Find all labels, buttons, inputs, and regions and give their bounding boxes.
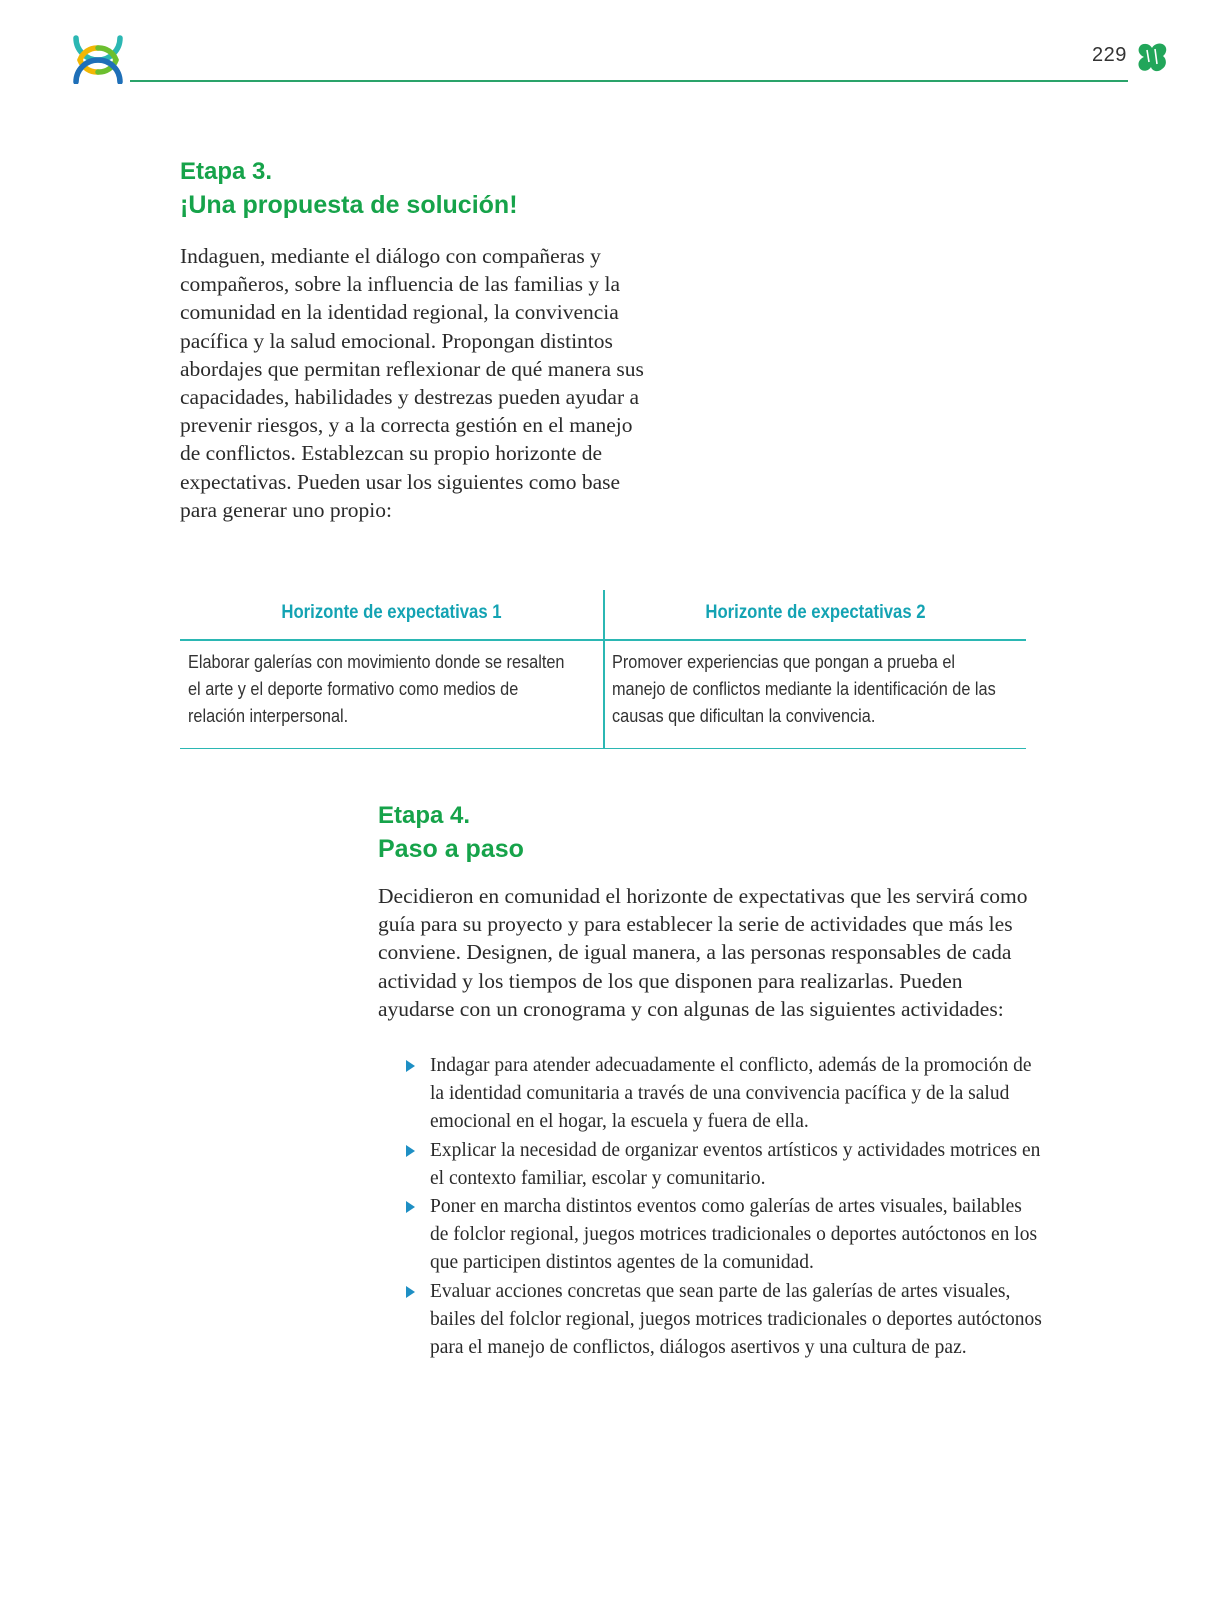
etapa4-paragraph: Decidieron en comunidad el horizonte de expectativas que les servirá como guía para su proyecto y para establecer la serie de actividades que más les conviene. Designen, de igual manera, a las personas responsables de cada actividad y los tiempos de los que disponen para realizarlas. Pueden ayudarse con un cronograma y con algunas de las siguientes actividades:	[378, 884, 1028, 1021]
list-item	[404, 1193, 1044, 1278]
expectation-body-2: Promover experiencias que pongan a prueba el manejo de conflictos mediante la identificación de las causas que dificultan la convivencia.	[612, 651, 996, 726]
etapa4-title: Etapa 4.	[378, 802, 471, 829]
page-number: 229	[1092, 44, 1127, 66]
list-item-text: Evaluar acciones concretas que sean parte de las galerías de artes visuales, bailes del folclor regional, juegos motrices tradicionales o deportes autóctonos para el manejo de conflictos, diálogos asertivos y una cultura de paz.	[430, 1280, 1042, 1359]
triangle-bullet-icon	[406, 1145, 415, 1157]
expectation-column-2	[604, 590, 1027, 748]
expectation-column-1	[180, 590, 603, 748]
expectations-table	[180, 590, 1026, 749]
etapa3-title: Etapa 3.	[180, 158, 273, 185]
etapa3-subtitle: ¡Una propuesta de solución!	[180, 191, 518, 219]
triangle-bullet-icon	[406, 1060, 415, 1072]
list-item-text: Poner en marcha distintos eventos como galerías de artes visuales, bailables de folclor regional, juegos motrices tradicionales o deportes autóctonos en los que participen distintos agentes de la comunidad.	[430, 1196, 1038, 1274]
interlocking-arcs-logo-icon	[70, 34, 126, 84]
triangle-bullet-icon	[406, 1201, 415, 1213]
green-glyph-icon	[1136, 40, 1170, 76]
etapa4-subtitle: Paso a paso	[378, 835, 524, 863]
list-item	[404, 1278, 1044, 1363]
expectation-body-1: Elaborar galerías con movimiento donde se resalten el arte y el deporte formativo como medios de relación interpersonal.	[188, 651, 565, 726]
triangle-bullet-icon	[406, 1286, 415, 1298]
list-item	[404, 1052, 1044, 1137]
list-item-text: Indagar para atender adecuadamente el conflicto, además de la promoción de la identidad comunitaria a través de una convivencia pacífica y de la salud emocional en el hogar, la escuela y fuera de ella.	[430, 1055, 1032, 1133]
list-item-text: Explicar la necesidad de organizar eventos artísticos y actividades motrices en el contexto familiar, escolar y comunitario.	[430, 1139, 1041, 1189]
list-item	[404, 1137, 1044, 1193]
etapa3-heading	[180, 156, 518, 222]
etapa3-paragraph: Indaguen, mediante el diálogo con compañeras y compañeros, sobre la influencia de las familias y la comunidad en la identidad regional, la convivencia pacífica y la salud emocional. Propongan distintos abordajes que permitan reflexionar de qué manera sus capacidades, habilidades y destrezas pueden ayudar a prevenir riesgos, y a la correcta gestión en el manejo de conflictos. Establezcan su propio horizonte de expectativas. Pueden usar los siguientes como base para generar uno propio:	[180, 244, 644, 522]
expectation-header-2: Horizonte de expectativas 2	[705, 602, 926, 623]
expectation-header-1: Horizonte de expectativas 1	[281, 602, 502, 623]
activities-list	[404, 1052, 1044, 1362]
etapa4-heading	[378, 800, 524, 866]
header-rule	[130, 80, 1128, 82]
